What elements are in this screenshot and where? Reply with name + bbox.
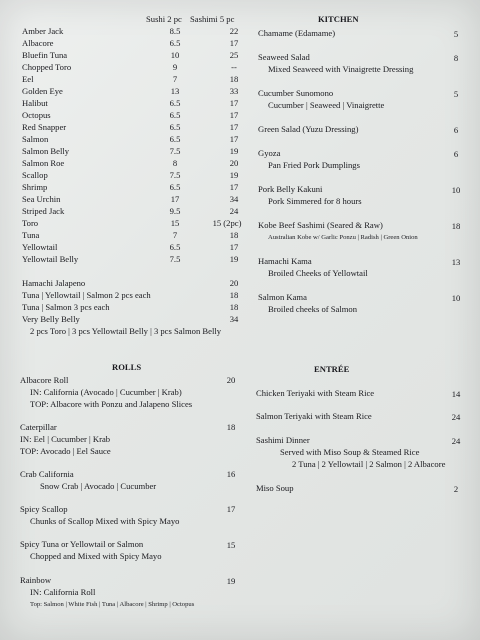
sashimi-price: 19 [229,254,239,264]
item-line: IN: Eel | Cucumber | Krab [20,434,111,444]
sashimi-price: 17 [229,242,239,252]
belly-description: 2 pcs Toro | 3 pcs Yellowtail Belly | 3 pcs Salmon Belly [30,326,222,336]
sashimi-price: 17 [229,98,239,108]
sashimi-price: 22 [229,26,239,36]
sashimi-price: 33 [229,86,239,96]
item-price: 2 [453,484,459,494]
sashimi-price: 19 [229,170,239,180]
item-line: Chunks of Scallop Mixed with Spicy Mayo [30,516,180,526]
item-line: IN: California (Avocado | Cucumber | Krab) [30,387,182,397]
item-name: Kobe Beef Sashimi (Seared & Raw) [258,220,383,230]
item-name: Hamachi Jalapeno [22,278,86,288]
sushi-price: 9.5 [169,206,181,216]
item-name: Bluefin Tuna [22,50,68,60]
item-price: 6 [453,149,459,159]
item-line: IN: California Roll [30,587,96,597]
item-name: Tuna | Yellowtail | Salmon 2 pcs each [22,290,151,300]
item-desc: Broiled cheeks of Salmon [268,304,358,314]
sushi-price: 9 [172,62,178,72]
item-name: Seaweed Salad [258,52,310,62]
sushi-price: 6.5 [169,110,181,120]
item-line: TOP: Albacore with Ponzu and Jalapeno Slices [30,399,193,409]
sashimi-price: 24 [229,206,239,216]
sushi-header: Sushi 2 pc [146,14,182,24]
sushi-price: 13 [170,86,180,96]
item-price: 5 [453,29,459,39]
item-desc: Australian Kobe w/ Garlic Ponzu | Radish | Green Onion [268,234,418,241]
item-price: 15 [226,540,236,550]
item-name: Shrimp [22,182,48,192]
item-desc: Mixed Seaweed with Vinaigrette Dressing [268,64,414,74]
item-name: Very Belly Belly [22,314,80,324]
item-price: 14 [451,389,461,399]
sushi-price: 7.5 [169,146,181,156]
item-name: Pork Belly Kakuni [258,184,323,194]
sushi-price: 6.5 [169,182,181,192]
item-price: 5 [453,89,459,99]
item-price: 10 [451,293,461,303]
item-desc: Broiled Cheeks of Yellowtail [268,268,368,278]
sushi-price: 7.5 [169,254,181,264]
item-name: Eel [22,74,34,84]
sushi-price: 6.5 [169,242,181,252]
item-price: 34 [229,314,239,324]
item-name: Sea Urchin [22,194,61,204]
sushi-price: 7 [172,74,178,84]
item-price: 6 [453,125,459,135]
item-name: Cucumber Sunomono [258,88,334,98]
item-price: 8 [453,53,459,63]
item-desc: Cucumber | Seaweed | Vinaigrette [268,100,385,110]
item-desc: Pork Simmered for 8 hours [268,196,362,206]
item-price: 16 [226,469,236,479]
sashimi-price: 17 [229,110,239,120]
item-price: 17 [226,504,236,514]
sashimi-price: 25 [229,50,239,60]
item-price: 18 [451,221,461,231]
item-price: 24 [451,412,461,422]
sashimi-price: 17 [229,122,239,132]
item-name: Sashimi Dinner [256,435,310,445]
item-line: Served with Miso Soup & Steamed Rice [280,447,420,457]
item-name: Octopus [22,110,51,120]
item-desc: Pan Fried Pork Dumplings [268,160,360,170]
sushi-price: 10 [170,50,180,60]
sashimi-price: 34 [229,194,239,204]
item-price: 19 [226,576,236,586]
item-name: Halibut [22,98,48,108]
item-line: Chopped and Mixed with Spicy Mayo [30,551,162,561]
item-name: Chicken Teriyaki with Steam Rice [256,388,375,398]
item-line: 2 Tuna | 2 Yellowtail | 2 Salmon | 2 Albacore [292,459,446,469]
item-name: Albacore Roll [20,375,69,385]
sashimi-price: 17 [229,182,239,192]
item-name: Hamachi Kama [258,256,312,266]
sashimi-price: 20 [229,158,239,168]
sashimi-price: 15 (2pc) [212,218,242,228]
kitchen-title: KITCHEN [318,14,359,24]
item-name: Chamame (Edamame) [258,28,336,38]
item-price: 24 [451,436,461,446]
item-price: 10 [451,185,461,195]
item-name: Green Salad (Yuzu Dressing) [258,124,359,134]
item-name: Salmon Belly [22,146,70,156]
item-name: Albacore [22,38,54,48]
item-name: Tuna | Salmon 3 pcs each [22,302,110,312]
item-name: Salmon Roe [22,158,65,168]
item-name: Caterpillar [20,422,57,432]
sushi-price: 15 [170,218,180,228]
item-name: Crab California [20,469,74,479]
item-name: Chopped Toro [22,62,72,72]
item-price: 18 [229,302,239,312]
sashimi-price: 17 [229,134,239,144]
item-name: Salmon Teriyaki with Steam Rice [256,411,372,421]
item-name: Amber Jack [22,26,64,36]
sushi-price: 17 [170,194,180,204]
item-name: Miso Soup [256,483,294,493]
entree-title: ENTRÉE [314,364,350,374]
sashimi-price: 18 [229,230,239,240]
sushi-price: 7.5 [169,170,181,180]
sushi-price: 7 [172,230,178,240]
item-name: Golden Eye [22,86,63,96]
item-name: Gyoza [258,148,281,158]
item-name: Toro [22,218,39,228]
item-name: Striped Jack [22,206,65,216]
item-name: Tuna [22,230,40,240]
rolls-title: ROLLS [112,362,142,372]
sashimi-price: 17 [229,38,239,48]
sushi-price: 8 [172,158,178,168]
sushi-price: 6.5 [169,134,181,144]
item-price: 20 [226,375,236,385]
item-name: Spicy Tuna or Yellowtail or Salmon [20,539,144,549]
sashimi-price: -- [231,62,237,72]
item-name: Red Snapper [22,122,67,132]
item-name: Yellowtail Belly [22,254,79,264]
item-price: 18 [226,422,236,432]
item-name: Scallop [22,170,48,180]
item-name: Spicy Scallop [20,504,68,514]
item-name: Salmon Kama [258,292,307,302]
item-name: Yellowtail [22,242,58,252]
sushi-price: 6.5 [169,98,181,108]
item-name: Rainbow [20,575,52,585]
item-line: Top: Salmon | White Fish | Tuna | Albacore | Shrimp | Octopus [30,601,195,608]
item-name: Salmon [22,134,49,144]
item-line: Snow Crab | Avocado | Cucumber [40,481,157,491]
sashimi-header: Sashimi 5 pc [190,14,235,24]
item-price: 18 [229,290,239,300]
item-price: 20 [229,278,239,288]
sushi-price: 8.5 [169,26,181,36]
sushi-price: 6.5 [169,122,181,132]
item-line: TOP: Avocado | Eel Sauce [20,446,111,456]
sashimi-price: 19 [229,146,239,156]
sashimi-price: 18 [229,74,239,84]
item-price: 13 [451,257,461,267]
sushi-price: 6.5 [169,38,181,48]
